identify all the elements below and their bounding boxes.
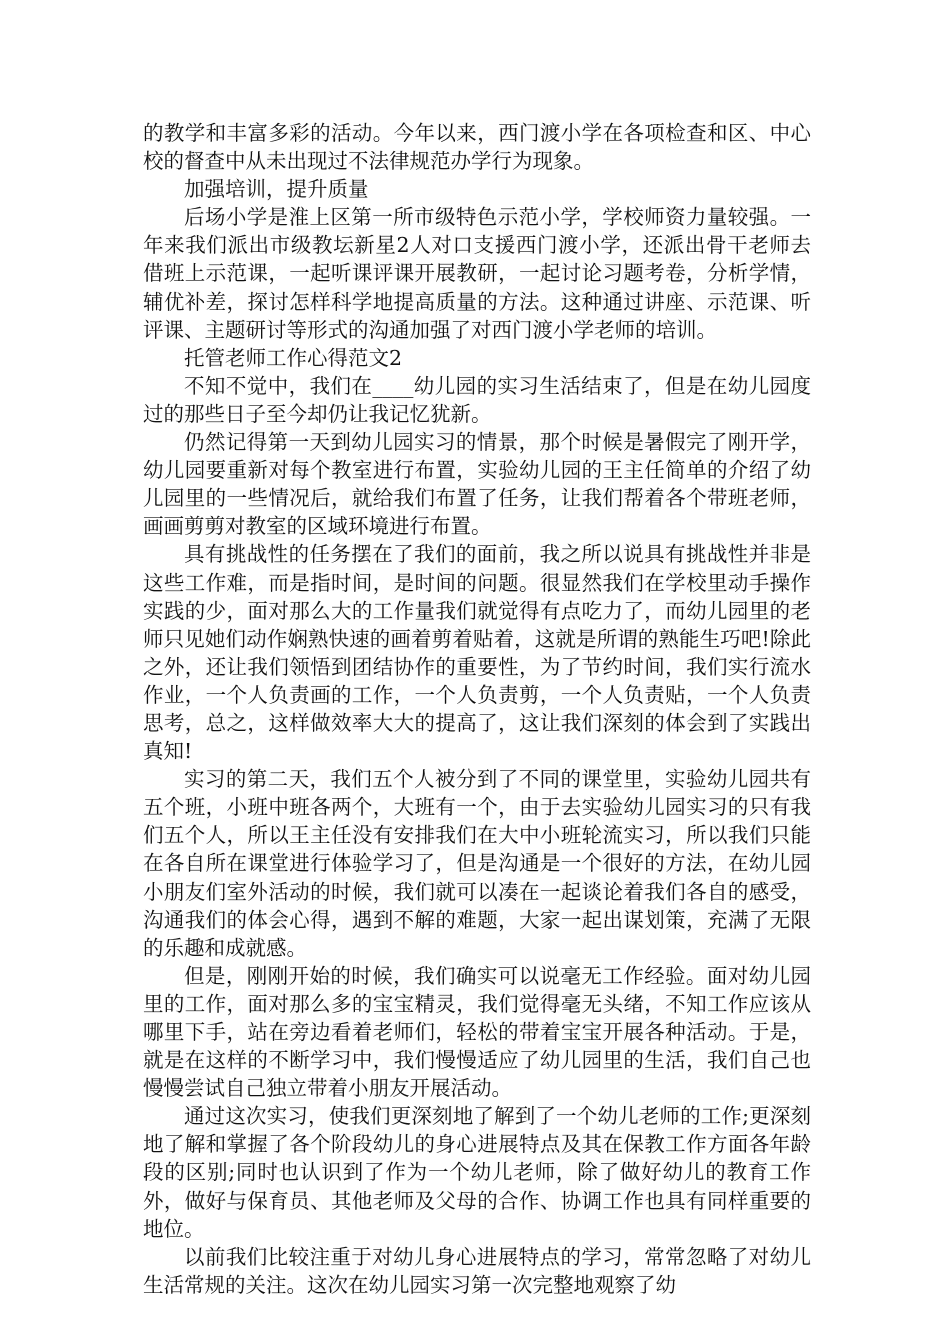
paragraph: 具有挑战性的任务摆在了我们的面前，我之所以说具有挑战性并非是这些工作难，而是指时间，是时间的问题。很显然我们在学校里动手操作实践的少，面对那么大的工作量我们就觉得有点吃力了，而幼儿园里的老师只见她们动作娴熟快速的画着剪着贴着，这就是所谓的熟能生巧吧!除此之外，还让我们领悟到团结协作的重要性，为了节约时间，我们实行流水作业，一个人负责画的工作，一个人负责剪，一个人负责贴，一个人负责思考，总之，这样做效率大大的提高了，这让我们深刻的体会到了实践出真知! xyxy=(143,542,811,764)
paragraph: 实习的第二天，我们五个人被分到了不同的课堂里，实验幼儿园共有五个班，小班中班各两个，大班有一个，由于去实验幼儿园实习的只有我们五个人，所以王主任没有安排我们在大中小班轮流实习，所以我们只能在各自所在课堂进行体验学习了，但是沟通是一个很好的方法，在幼儿园小朋友们室外活动的时候，我们就可以凑在一起谈论着我们各自的感受，沟通我们的体会心得，遇到不解的难题，大家一起出谋划策，充满了无限的乐趣和成就感。 xyxy=(143,767,811,960)
document-body xyxy=(143,119,811,1299)
section-heading: 托管老师工作心得范文2 xyxy=(184,345,403,370)
paragraph: 通过这次实习，使我们更深刻地了解到了一个幼儿老师的工作;更深刻地了解和掌握了各个阶段幼儿的身心进展特点及其在保教工作方面各年龄段的区别;同时也认识到了作为一个幼儿老师，除了做好幼儿的教育工作外，做好与保育员、其他老师及父母的合作、协调工作也具有同样重要的地位。 xyxy=(143,1104,811,1241)
paragraph-continuation: 的教学和丰富多彩的活动。今年以来，西门渡小学在各项检查和区、中心校的督查中从未出现过不法律规范办学行为现象。 xyxy=(143,121,811,174)
paragraph: 但是，刚刚开始的时候，我们确实可以说毫无工作经验。面对幼儿园里的工作，面对那么多的宝宝精灵，我们觉得毫无头绪，不知工作应该从哪里下手，站在旁边看着老师们，轻松的带着宝宝开展各种活动。于是，就是在这样的不断学习中，我们慢慢适应了幼儿园里的生活，我们自己也慢慢尝试自己独立带着小朋友开展活动。 xyxy=(143,963,811,1101)
section-heading: 加强培训，提升质量 xyxy=(184,177,369,202)
paragraph: 后场小学是淮上区第一所市级特色示范小学，学校师资力量较强。一年来我们派出市级教坛新星2人对口支援西门渡小学，还派出骨干老师去借班上示范课，一起听课评课开展教研，一起讨论习题考卷，分析学情，辅优补差，探讨怎样科学地提高质量的方法。这种通过讲座、示范课、听评课、主题研讨等形式的沟通加强了对西门渡小学老师的培训。 xyxy=(143,205,811,342)
paragraph: 以前我们比较注重于对幼儿身心进展特点的学习，常常忽略了对幼儿生活常规的关注。这次在幼儿园实习第一次完整地观察了幼 xyxy=(143,1244,811,1297)
paragraph: 仍然记得第一天到幼儿园实习的情景，那个时候是暑假完了刚开学，幼儿园要重新对每个教室进行布置，实验幼儿园的王主任简单的介绍了幼儿园里的一些情况后，就给我们布置了任务，让我们帮着各个带班老师，画画剪剪对教室的区域环境进行布置。 xyxy=(143,430,811,539)
paragraph: 不知不觉中，我们在____幼儿园的实习生活结束了，但是在幼儿园度过的那些日子至今却仍让我记忆犹新。 xyxy=(143,373,811,426)
